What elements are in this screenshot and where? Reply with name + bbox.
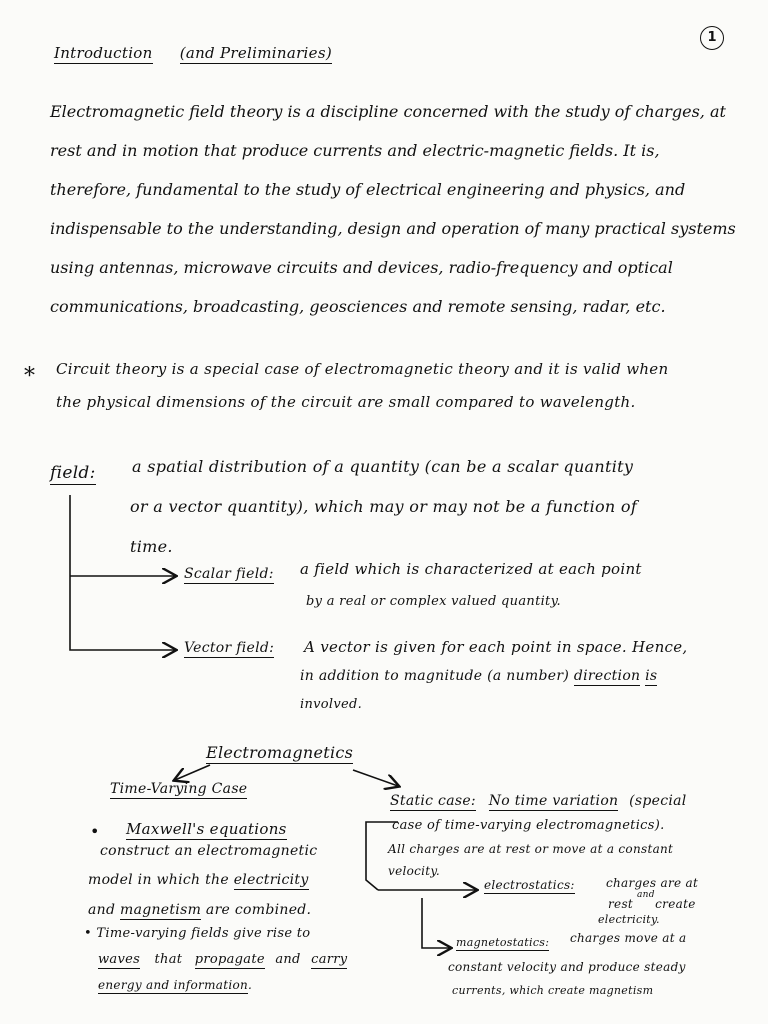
- scalar-field-term: Scalar field:: [184, 566, 274, 582]
- bullet-dot-2: •: [84, 926, 97, 941]
- es-line-3: electricity.: [598, 913, 660, 926]
- tv-b1-line-3: [88, 902, 311, 918]
- field-def-line-2: or a vector quantity), which may or may not be a function of: [130, 497, 638, 516]
- tv-b2-line1-text: Time-varying fields give rise to: [96, 926, 311, 941]
- carry-word: carry: [311, 952, 348, 967]
- vector-field-line-2: [300, 668, 657, 684]
- that-word: that: [154, 952, 183, 967]
- tv-b1-line3-a: and: [88, 902, 116, 918]
- vector-field-line-1: A vector is given for each point in space. Hence,: [304, 638, 688, 656]
- special-word: (special: [629, 793, 687, 809]
- tv-b2-line-3: [98, 978, 252, 992]
- energy-information: energy and information: [98, 978, 249, 992]
- tv-b2-period: .: [248, 978, 253, 992]
- em-title: Electromagnetics: [206, 743, 354, 762]
- es-line-1: charges are at: [606, 876, 699, 890]
- propagate-word: propagate: [194, 952, 265, 967]
- vector-line2-part-c: is: [645, 668, 658, 684]
- arrow-to-time-varying: [175, 765, 210, 780]
- vector-line2-part-a: in addition to magnitude (a number): [300, 668, 570, 684]
- magnetism-word: magnetism: [120, 902, 202, 918]
- static-case-title: Static case:: [390, 793, 476, 809]
- es-rest: rest: [608, 897, 634, 911]
- tv-b2-line-1: [84, 926, 310, 941]
- field-term: field:: [50, 463, 96, 483]
- page-heading: [54, 44, 332, 62]
- magnetostatics-term: magnetostatics:: [456, 936, 550, 949]
- and-word: and: [275, 952, 301, 967]
- waves-word: waves: [98, 952, 141, 967]
- tv-b1-line3-c: are combined.: [205, 902, 312, 918]
- heading-title: Introduction: [54, 44, 153, 62]
- static-line-3: All charges are at rest or move at a constant: [388, 842, 674, 856]
- ms-line-3: currents, which create magnetism: [452, 984, 654, 997]
- page-number-badge: 1: [700, 26, 724, 50]
- field-bracket-line: [70, 495, 175, 650]
- bullet-dot-1: •: [90, 822, 100, 841]
- static-line-2: case of time-varying electromagnetics).: [392, 818, 665, 833]
- tv-b1-line-2: [88, 872, 309, 888]
- electrostatics-term: electrostatics:: [484, 878, 575, 892]
- static-line-4: velocity.: [388, 864, 441, 878]
- circuit-note-line-1: Circuit theory is a special case of electromagnetic theory and it is valid when: [56, 360, 669, 378]
- ms-line-2: constant velocity and produce steady: [448, 960, 686, 974]
- circuit-note-line-2: the physical dimensions of the circuit are small compared to wavelength.: [56, 393, 636, 411]
- heading-subtitle: (and Preliminaries): [179, 44, 332, 62]
- field-def-line-3: time.: [130, 537, 173, 556]
- electricity-word: electricity: [233, 872, 309, 888]
- es-create: create: [655, 897, 696, 911]
- intro-paragraph: Electromagnetic field theory is a discipline concerned with the study of charges, at rest and in motion that produce currents and electric-magnetic fields. It is, therefore, fundamental to the study of electrical engineering and physics, and indispensable to the understanding, design and operation of many practical systems using antennas, microwave circuits and devices, radio-frequency and optical communications, broadcasting, geosciences and remote sensing, radar, etc.: [50, 102, 736, 316]
- static-case-line-1: [390, 793, 687, 809]
- ms-line-1: charges move at a: [570, 931, 687, 945]
- es-line-2: [608, 897, 696, 911]
- direction-word: direction: [573, 668, 641, 684]
- vector-field-line-3: involved.: [300, 697, 363, 712]
- tv-b1-line2-a: model in which the: [88, 872, 229, 888]
- no-time-variation: No time variation: [488, 793, 619, 809]
- field-def-line-1: a spatial distribution of a quantity (can be a scalar quantity: [132, 457, 634, 476]
- tv-b1-line-1: construct an electromagnetic: [100, 843, 318, 859]
- asterisk-marker: *: [24, 364, 36, 389]
- scalar-field-line-2: by a real or complex valued quantity.: [306, 594, 561, 609]
- vector-field-term: Vector field:: [184, 640, 275, 656]
- es-and-insert: and: [637, 890, 655, 900]
- maxwells-equations: Maxwell's equations: [126, 820, 287, 838]
- tv-b2-line-2: [98, 952, 347, 967]
- arrow-to-static: [353, 770, 398, 786]
- es-ms-bracket: [422, 898, 450, 948]
- time-varying-title: Time-Varying Case: [110, 781, 248, 797]
- scalar-field-line-1: a field which is characterized at each point: [300, 560, 642, 578]
